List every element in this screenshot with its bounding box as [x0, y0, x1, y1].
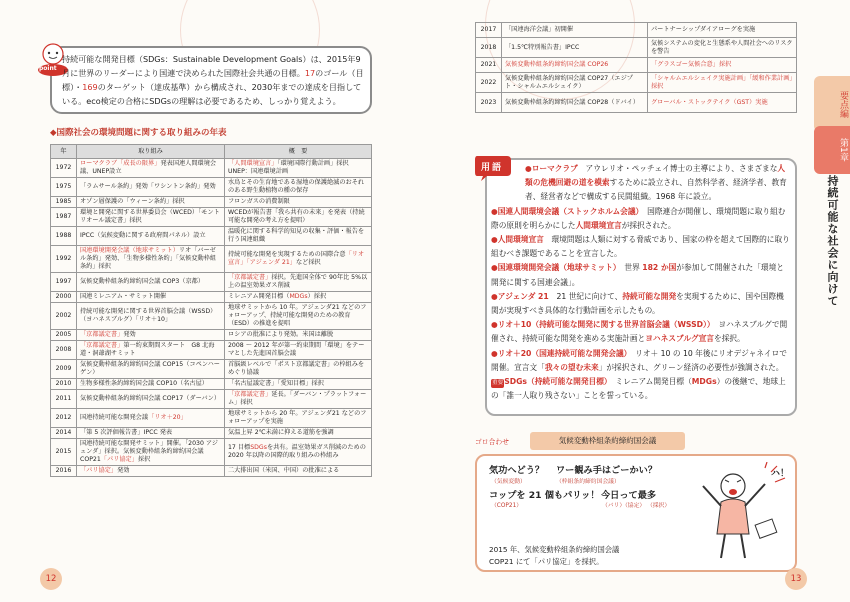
glossary-entry	[491, 318, 791, 346]
table-cell-text: IPCC（気候変動に関する政府間パネル）設立	[80, 232, 206, 239]
table-cell-text: 第一約束期間スタート G8 北海道・洞爺湖サミット	[80, 342, 215, 357]
table-cell-text: ミレニアム開発目標（	[228, 293, 290, 300]
table-row	[476, 58, 797, 73]
glossary-text: アウレリオ・ペッチェイ博士の主導により、さまざまな	[577, 164, 778, 173]
glossary-entry	[491, 375, 791, 403]
goro-line2-b-small2: （協定）	[622, 503, 646, 509]
timeline-table-continued	[475, 22, 797, 113]
glossary-text	[491, 162, 791, 403]
point-badge-label: point	[39, 65, 57, 72]
table-row	[51, 330, 372, 341]
table-row	[51, 466, 372, 477]
table-cell-text: 2018	[480, 43, 497, 51]
table-cell-text: 「1.5℃特別報告書」IPCC	[505, 43, 580, 51]
table-header-year: 年	[51, 145, 77, 159]
table-cell-text: 「リオ＋20」	[148, 414, 187, 421]
table-cell-text: 「リオ＋10」	[135, 316, 172, 323]
goro-line1-a-small: （気候変動）	[491, 479, 526, 485]
table-cell-summary	[225, 197, 372, 208]
table-cell-summary	[225, 360, 372, 379]
table-cell-text: 気候変動枠組条約締約国会議 COP3（京都）	[80, 278, 205, 285]
table-cell-text: 気温上昇 2℃未満に抑える道筋を強調	[228, 429, 334, 436]
glossary-term: ●国連環境開発会議（地球サミット）	[491, 263, 617, 273]
table-cell-effort	[77, 379, 225, 390]
section-title: ◆国際社会の環境問題に関する取り組みの年表	[50, 128, 227, 138]
table-cell-summary	[225, 246, 372, 273]
glossary-entry	[491, 347, 791, 375]
point-text-169: 169	[82, 82, 98, 92]
page-number-left: 12	[40, 568, 62, 590]
table-cell-text: フロンガスの消費制限	[228, 198, 290, 205]
table-cell-text: 気候変動枠組条約締約国会議 COP26	[505, 61, 609, 68]
table-cell-summary	[225, 330, 372, 341]
table-row	[51, 208, 372, 227]
table-cell-text: 二大排出国（米国、中国）の批准による	[228, 467, 340, 474]
table-cell-year: 2010	[51, 379, 77, 390]
table-cell-text: 「京都議定書」	[228, 391, 272, 398]
glossary-term: ●リオ＋10（持続可能な開発に関する世界首脳会議（WSSD））	[491, 320, 711, 330]
glossary-term: ●アジェンダ 21	[491, 291, 549, 301]
table-cell-text: 発表	[160, 160, 173, 167]
table-cell-effort	[77, 246, 225, 273]
point-text-3: のターゲット（達成基準）から構成され、2030年までの達成を目指している。eco検定の合格にSDGsの理解は必要であるため、しっかり覚えよう。	[62, 82, 362, 106]
table-cell-summary	[225, 390, 372, 409]
glossary-text: 世界	[616, 263, 643, 273]
glossary-hl: 人類の危機回避の道を模索	[525, 164, 786, 188]
table-cell-text: 国連環境開発会議（地球サミット）	[80, 247, 179, 254]
table-cell-text: を共有。温室効果ガス削減のための 2020 年以降の国際的取り組みの枠組み	[228, 444, 366, 459]
table-cell-year	[476, 58, 502, 73]
table-cell-text: 発効	[117, 467, 130, 474]
table-cell-year: 1987	[51, 208, 77, 227]
table-row	[51, 227, 372, 246]
table-cell-year: 1985	[51, 197, 77, 208]
table-cell-text: 17 目標	[228, 444, 251, 451]
table-cell-summary	[225, 208, 372, 227]
table-cell-text: SDGs	[250, 444, 267, 451]
glossary-entry	[491, 205, 791, 233]
goro-body-line1: 2015 年、気候変動枠組条約締約国会議	[489, 545, 620, 554]
table-cell-text: MDGs	[289, 293, 308, 300]
goro-speech: ハ！	[771, 469, 790, 479]
table-cell-text: 「リオ宣言」「アジェンダ 21」	[228, 251, 365, 266]
table-cell-right	[648, 73, 797, 93]
glossary-term: SDGs（持続可能な開発目標）	[504, 377, 608, 387]
table-cell-year	[476, 73, 502, 93]
glossary-hl: ヨハネスブルグ宣言	[645, 334, 714, 344]
glossary-entry	[491, 162, 791, 205]
table-cell-text: 気候システムの変化と生態系や人間社会へのリスクを警告	[651, 39, 793, 55]
table-cell-text: ）採択	[307, 293, 327, 300]
glossary-text2: が採択された。	[621, 220, 676, 230]
table-cell-left	[502, 93, 648, 113]
goro-line2-b-small3: （採択）	[647, 503, 671, 509]
right-page	[425, 0, 850, 602]
table-cell-left	[502, 38, 648, 58]
table-cell-effort	[77, 466, 225, 477]
table-cell-text: 「バーゼル条約」発効、「生物多様性条約」「気候変動枠組条約」採択	[80, 247, 217, 270]
table-cell-effort	[77, 227, 225, 246]
point-text-1: 持続可能な開発目標（SDGs：Sustainable Development Goals）は、2015年9月に世界のリーダーにより国連で決められた国際社会共通の目標。	[62, 54, 361, 78]
glossary-text: 21 世紀に向けて、	[548, 291, 623, 301]
glossary-text: ヨハネスブルグで開催され、持続可能な開発を進める実施計画と	[491, 320, 788, 344]
chapter-title-vertical: 持続可能な社会に向けて	[826, 175, 839, 307]
page-number-right: 13	[785, 568, 807, 590]
table-cell-text: 地球サミットから 20 年。アジェンダ21 などのフォローアップを実施	[228, 410, 367, 425]
glossary-term: ●ローマクラブ	[525, 164, 578, 173]
table-cell-effort	[77, 292, 225, 303]
table-cell-text: 2021	[480, 61, 497, 68]
timeline-table	[50, 144, 372, 477]
table-cell-text: WCEDが報告書「我ら共有の未来」を発表（持続可能な開発の考え方を提唱）	[228, 209, 365, 224]
table-cell-text: 「グラスゴー気候合意」採択	[651, 61, 732, 68]
table-header-row	[51, 145, 372, 159]
table-row	[51, 360, 372, 379]
glossary-text2: 」が採択され、グリーン経済の必要性が強調された。	[598, 362, 784, 372]
table-cell-text: ロシアの批准により発効。米国は離脱	[228, 331, 334, 338]
table-cell-summary	[225, 466, 372, 477]
table-cell-year: 2008	[51, 341, 77, 360]
goro-line1-b-small: （枠組条約締約国会議）	[556, 479, 620, 485]
glossary-text2: を採択。	[713, 334, 745, 344]
table-cell-text: 気候変動枠組条約締約国会議 COP17（ダーバン）	[80, 395, 221, 402]
table-cell-left	[502, 58, 648, 73]
table-cell-summary	[225, 303, 372, 330]
goro-line2-a: コップを 21 個もパリッ！	[489, 490, 600, 501]
table-row	[476, 38, 797, 58]
table-cell-year: 2012	[51, 409, 77, 428]
table-cell-effort	[77, 341, 225, 360]
table-row	[51, 292, 372, 303]
glossary-term: ●リオ＋20（国連持続可能な開発会議）	[491, 348, 628, 358]
table-cell-summary	[225, 409, 372, 428]
table-cell-summary	[225, 341, 372, 360]
table-cell-effort	[77, 330, 225, 341]
goro-line1-a: 気功へどう？	[489, 465, 545, 476]
table-cell-year: 1972	[51, 159, 77, 178]
side-tab-summary[interactable]: 要点編	[814, 76, 850, 132]
table-cell-text: 「国連海洋会議」初開催	[505, 26, 574, 33]
table-cell-text: 気候変動枠組条約締約国会議 COP15（コペンハーゲン）	[80, 361, 220, 376]
table-row	[51, 197, 372, 208]
table-cell-summary	[225, 379, 372, 390]
table-cell-year	[476, 38, 502, 58]
table-cell-year: 2014	[51, 428, 77, 439]
table-row	[476, 73, 797, 93]
glossary-hl: 持続可能な開発	[622, 291, 677, 301]
table-cell-year: 1975	[51, 178, 77, 197]
table-cell-text: 「名古屋議定書」「愛知目標」採択	[228, 380, 324, 387]
glossary-hl: 我々の望む未来	[544, 362, 599, 372]
glossary-text: 国際連合が開催し、環境問題に取り組む際の原則を明らかにした	[491, 206, 786, 230]
table-cell-effort	[77, 409, 225, 428]
table-cell-text: 2022	[480, 78, 497, 86]
table-cell-year: 2000	[51, 292, 77, 303]
table-cell-right	[648, 93, 797, 113]
table-cell-text: オゾン層保護の「ウィーン条約」採択	[80, 198, 185, 205]
glossary-term: ●人間環境宣言	[491, 235, 544, 245]
table-cell-text: 「環境」をテーマとした先進国首脳会議	[228, 342, 365, 357]
table-cell-text: 「ラムサール条約」発効	[80, 183, 148, 190]
table-row	[51, 246, 372, 273]
table-cell-text: 気候変動枠組条約締約国会議 COP28（ドバイ）	[505, 98, 640, 106]
table-cell-text: 生物多様性条約締約国会議 COP10（名古屋）	[80, 380, 208, 387]
glossary-hl: 人間環境宣言	[575, 220, 622, 230]
goro-body-line2: COP21 にて「パリ協定」を採択。	[489, 557, 604, 566]
table-cell-text: 採択	[137, 456, 151, 463]
point-text-2: のゴール（目標）・	[62, 68, 364, 92]
table-cell-effort	[77, 439, 225, 466]
table-cell-right	[648, 38, 797, 58]
goro-line2-b-small1: （パリ）	[602, 503, 626, 509]
table-cell-effort	[77, 428, 225, 439]
table-cell-summary	[225, 439, 372, 466]
table-cell-text: 温暖化に関する科学的知見の収集・評価・報告を行う国連組織	[228, 228, 365, 243]
table-row	[51, 341, 372, 360]
goro-body	[489, 544, 619, 568]
table-row	[476, 23, 797, 38]
table-cell-text: 絶滅のおそれのある野生動植物の種の保存	[228, 179, 365, 194]
table-cell-year: 2009	[51, 360, 77, 379]
table-row	[51, 439, 372, 466]
table-cell-text: 発効	[123, 331, 136, 338]
table-cell-summary	[225, 159, 372, 178]
glossary-text: ミレニアム開発目標（	[607, 377, 692, 387]
table-cell-text: グローバル・ストックテイク（GST）実施	[651, 98, 768, 106]
point-text-17: 17	[304, 68, 316, 78]
table-cell-text: 国連人間環境会議、UNEP設立	[80, 160, 217, 175]
table-cell-text: 国連持続可能な開発会議	[80, 414, 149, 421]
table-cell-right	[648, 23, 797, 38]
table-row	[476, 93, 797, 113]
table-cell-text: 採択。先進国全体で 90年比 5%以上の温室効果ガス削減	[228, 274, 368, 289]
glossary-text2: するために設立され、自然科学者、経済学者、教育者、経営者などで構成する民間組織。1968 年に設立。	[525, 178, 787, 202]
yougo-label: 用語	[481, 163, 504, 173]
glossary-term: ●国連人間環境会議（ストックホルム会議）	[491, 206, 640, 216]
table-cell-year: 2005	[51, 330, 77, 341]
glossary-entry	[491, 261, 791, 289]
table-cell-text: 「京都議定書」	[80, 342, 124, 349]
glossary-text2: を実現するために、国や国際機関が実現すべき具体的な行動計画を示したもの。	[491, 291, 784, 316]
table-cell-text: 「パリ協定」	[80, 467, 118, 474]
table-cell-effort	[77, 273, 225, 292]
table-cell-text: 2017	[480, 26, 497, 33]
table-cell-left	[502, 73, 648, 93]
table-cell-effort	[77, 360, 225, 379]
table-cell-summary	[225, 292, 372, 303]
table-cell-text: 首脳級レベルで「ポスト京都議定書」の枠組みをめぐり協議	[228, 361, 365, 376]
glossary-text: 環境問題は人類に対する脅威であり、国家の枠を超えて国際的に取り組むべき課題であることを宣言した。	[491, 235, 790, 259]
table-cell-text: 2023	[480, 98, 497, 106]
table-cell-text: 国連持続可能な開発サミット」開催。「2030 アジェンダ」採択。気候変動枠組条約締約国会議 COP21	[80, 440, 218, 463]
glossary-hl: MDGs	[691, 377, 717, 387]
table-cell-summary	[225, 227, 372, 246]
table-cell-year	[476, 23, 502, 38]
table-row	[51, 409, 372, 428]
table-cell-text: 水鳥とその生育地である湿地の保護	[228, 179, 327, 186]
goro-label: ゴロ合わせ	[475, 438, 509, 446]
glossary-text2: が参加して開催された「環境と開発に関する国連会議」。	[491, 263, 784, 287]
table-cell-effort	[77, 159, 225, 178]
glossary-entry	[491, 290, 791, 318]
table-cell-effort	[77, 390, 225, 409]
goro-title: 気候変動枠組条約締約国会議	[530, 432, 685, 450]
table-row	[51, 428, 372, 439]
table-row	[51, 159, 372, 178]
important-tag: 重要	[492, 380, 504, 387]
table-cell-text: 「第 5 次評価報告書」IPCC 発表	[80, 429, 173, 436]
point-text	[62, 52, 364, 108]
table-cell-text: リオ	[178, 247, 192, 254]
table-cell-text: 「シャルムエルシェイク実施計画」「緩和作業計画」採択	[651, 74, 793, 90]
table-cell-year: 1988	[51, 227, 77, 246]
table-cell-text: 国連ミレニアム・サミット開催	[80, 293, 167, 300]
table-cell-text: 「ワシントン条約」発効	[147, 183, 216, 190]
table-cell-text: 2008 ～ 2012 年が第一約束期間	[228, 342, 322, 349]
glossary-hl: 182 か国	[642, 263, 677, 273]
glossary-entry	[491, 233, 791, 261]
table-row	[51, 178, 372, 197]
table-cell-text: ローマクラブ「成長の限界」	[80, 160, 161, 167]
table-cell-year: 2002	[51, 303, 77, 330]
table-cell-text: 持続可能な開発に関する世界首脳会議（WSSD）（ヨハネスブルグ）	[80, 308, 217, 323]
glossary-text2: ）の後継で、地球上の「誰一人取り残さない」ことを誓っている。	[491, 377, 786, 401]
table-cell-effort	[77, 178, 225, 197]
goro-line2-a-small: （COP21）	[491, 503, 523, 509]
table-cell-year	[476, 93, 502, 113]
table-cell-summary	[225, 273, 372, 292]
table-cell-right	[648, 58, 797, 73]
side-tab-chapter1[interactable]: 第1章	[814, 126, 850, 174]
table-cell-text: 「京都議定書」	[80, 331, 124, 338]
table-header-summary: 概 要	[225, 145, 372, 159]
table-cell-left	[502, 23, 648, 38]
table-row	[51, 303, 372, 330]
glossary-text: リオ＋ 10 の 10 年後にリオデジャネイロで開催。宣言文「	[491, 348, 787, 372]
table-cell-year: 1997	[51, 273, 77, 292]
table-cell-effort	[77, 197, 225, 208]
table-cell-text: 延長。「ダーバン・プラットフォーム」採択	[228, 391, 367, 406]
table-cell-text: 持続可能な開発を実現するための国際合意	[228, 251, 346, 258]
table-cell-text: パートナーシップダイアローグを実施	[651, 26, 756, 33]
table-cell-text: 「人間環境宣言」	[228, 160, 278, 167]
goro-line1-b: ワー観み手はごーかい？	[556, 465, 658, 476]
table-row	[51, 390, 372, 409]
table-cell-text: 環境と開発に関する世界委員会（WCED）「モントリオール議定書」採択	[80, 209, 220, 224]
table-cell-year: 1992	[51, 246, 77, 273]
table-cell-year: 2015	[51, 439, 77, 466]
table-cell-summary	[225, 178, 372, 197]
table-cell-text: 「パリ協定」	[100, 456, 138, 463]
table-cell-text: 「京都議定書」	[228, 274, 272, 281]
table-cell-text: 地球サミットから 10 年。アジェンダ21 などのフォローアップ、持続可能な開発のための教育（ESD）の推進を提唱	[228, 304, 367, 327]
table-header-effort: 取り組み	[77, 145, 225, 159]
table-cell-year: 2011	[51, 390, 77, 409]
table-cell-effort	[77, 208, 225, 227]
goro-line2-b: 今日って最多	[601, 490, 657, 501]
table-row	[51, 379, 372, 390]
table-row	[51, 273, 372, 292]
table-cell-text: 気候変動枠組条約締約国会議 COP27（エジプト・シャルムエルシェイク）	[505, 74, 633, 90]
table-cell-text: など採択	[296, 259, 321, 266]
table-cell-effort	[77, 303, 225, 330]
table-cell-summary	[225, 428, 372, 439]
table-cell-year: 2016	[51, 466, 77, 477]
table-cell-text: 「環境国際行動計画」採択 UNEP：国連環境計画	[228, 160, 355, 175]
